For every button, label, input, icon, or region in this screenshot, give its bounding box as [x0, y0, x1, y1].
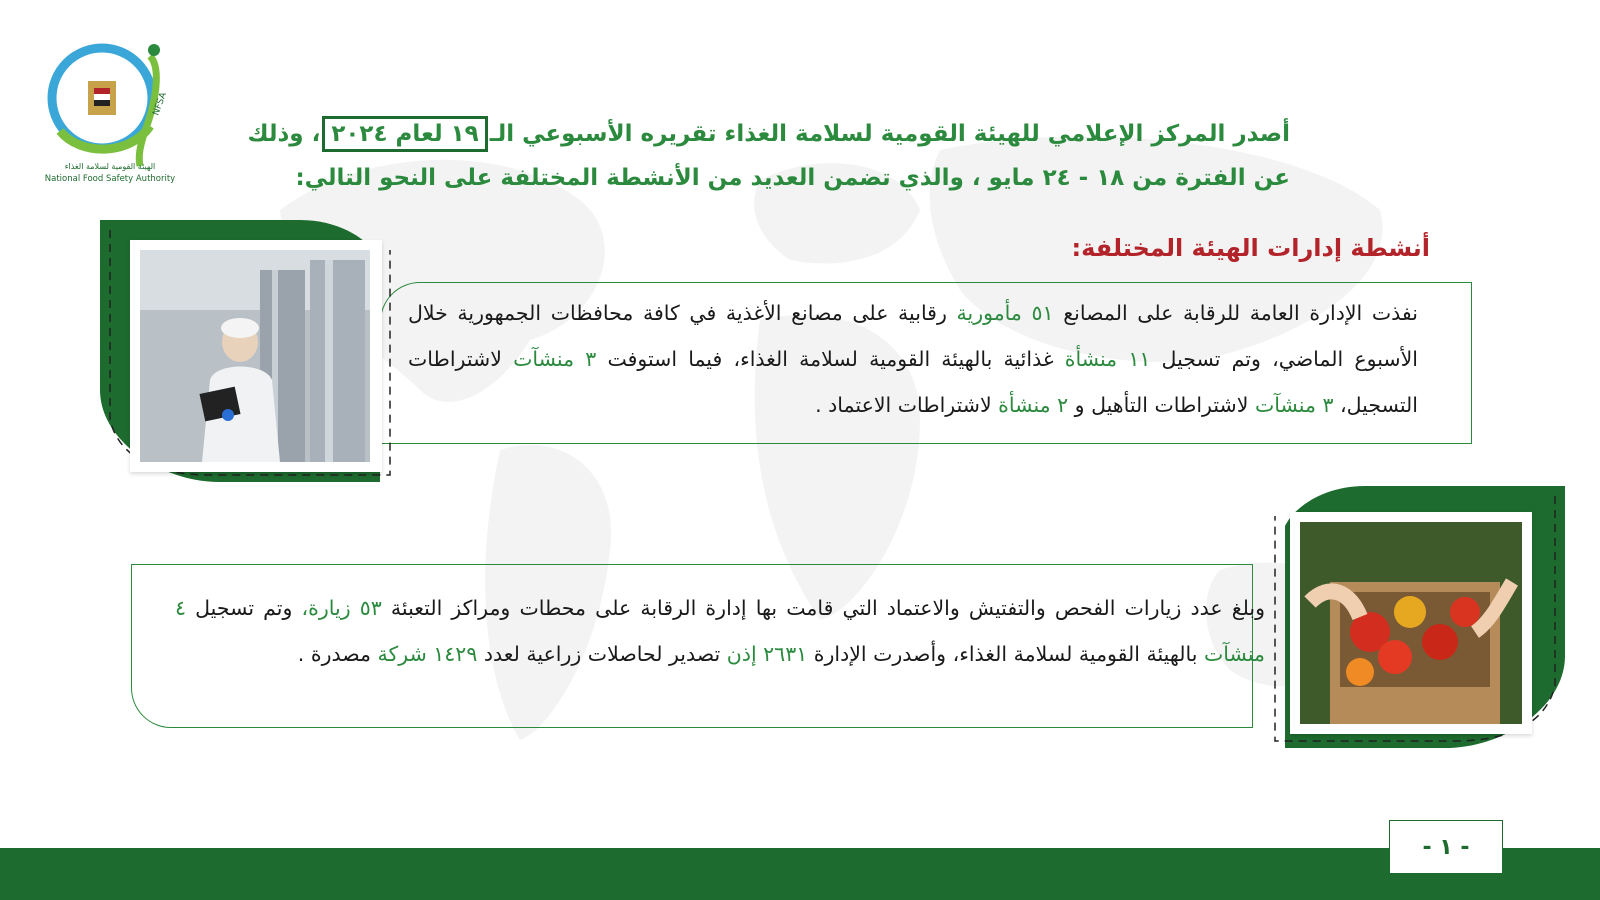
card2-highlight-permits: ٢٦٣١ إذن	[726, 642, 808, 666]
logo-mark-text: NFSA	[151, 91, 169, 118]
card-stations-text	[175, 585, 1265, 677]
card2-highlight-companies: ١٤٢٩ شركة	[377, 642, 478, 666]
logo-arabic-name: الهيئة القومية لسلامة الغذاء	[64, 162, 156, 171]
card1-highlight-accreditation: ٢ منشأة	[998, 393, 1069, 417]
intro-line-2: عن الفترة من ١٨ - ٢٤ مايو ، والذي تضمن العديد من الأنشطة المختلفة على النحو التالي:	[295, 165, 1290, 191]
section-title: أنشطة إدارات الهيئة المختلفة:	[1071, 234, 1430, 262]
logo-english-name: National Food Safety Authority	[44, 174, 176, 184]
card2-text-1: وبلغ عدد زيارات الفحص والتفتيش والاعتماد التي قامت بها إدارة الرقابة على محطات ومراكز التعبئة	[381, 596, 1265, 620]
intro-line-1	[230, 112, 1290, 156]
card-factories-text	[408, 290, 1418, 428]
card1-text-1: نفذت الإدارة العامة للرقابة على المصانع	[1053, 301, 1418, 325]
card2-text-5: مصدرة .	[297, 642, 378, 666]
card2-text-2: وتم تسجيل	[186, 596, 302, 620]
tomatoes-crate-photo	[1300, 522, 1522, 724]
card2-highlight-registered: ٤ منشآت	[175, 596, 1265, 666]
card1-highlight-qualification: ٣ منشآت	[1254, 393, 1334, 417]
card1-text-6: لاشتراطات الاعتماد .	[815, 393, 999, 417]
card2-text-3: بالهيئة القومية لسلامة الغذاء، وأصدرت الإدارة	[807, 642, 1204, 666]
intro-line1-part1: أصدر المركز الإعلامي للهيئة القومية لسلامة الغذاء تقريره الأسبوعي الـ	[489, 121, 1290, 147]
card1-highlight-registration: ٣ منشآت	[513, 347, 597, 371]
card1-text-2: رقابية على مصانع الأغذية في كافة محافظات الجمهورية خلال الأسبوع الماضي، وتم تسجيل	[408, 301, 1418, 371]
page-number: - ١ -	[1389, 820, 1503, 874]
footer-bar	[0, 848, 1600, 900]
card1-text-4: لاشتراطات التسجيل،	[408, 347, 1418, 417]
report-number-box: ١٩ لعام ٢٠٢٤	[322, 116, 487, 152]
intro-line1-part2: ، وذلك	[247, 121, 321, 147]
card2-text-4: تصدير لحاصلات زراعية لعدد	[477, 642, 727, 666]
card1-text-3: غذائية بالهيئة القومية لسلامة الغذاء، فيما استوفت	[596, 347, 1065, 371]
card2-highlight-visits: ٥٣ زيارة،	[301, 596, 382, 620]
card1-highlight-missions: ٥١ مأمورية	[956, 301, 1054, 325]
card1-text-5: لاشتراطات التأهيل و	[1068, 393, 1255, 417]
intro-paragraph	[230, 112, 1290, 200]
factory-inspector-photo	[140, 250, 370, 462]
card1-highlight-registered: ١١ منشأة	[1064, 347, 1151, 371]
